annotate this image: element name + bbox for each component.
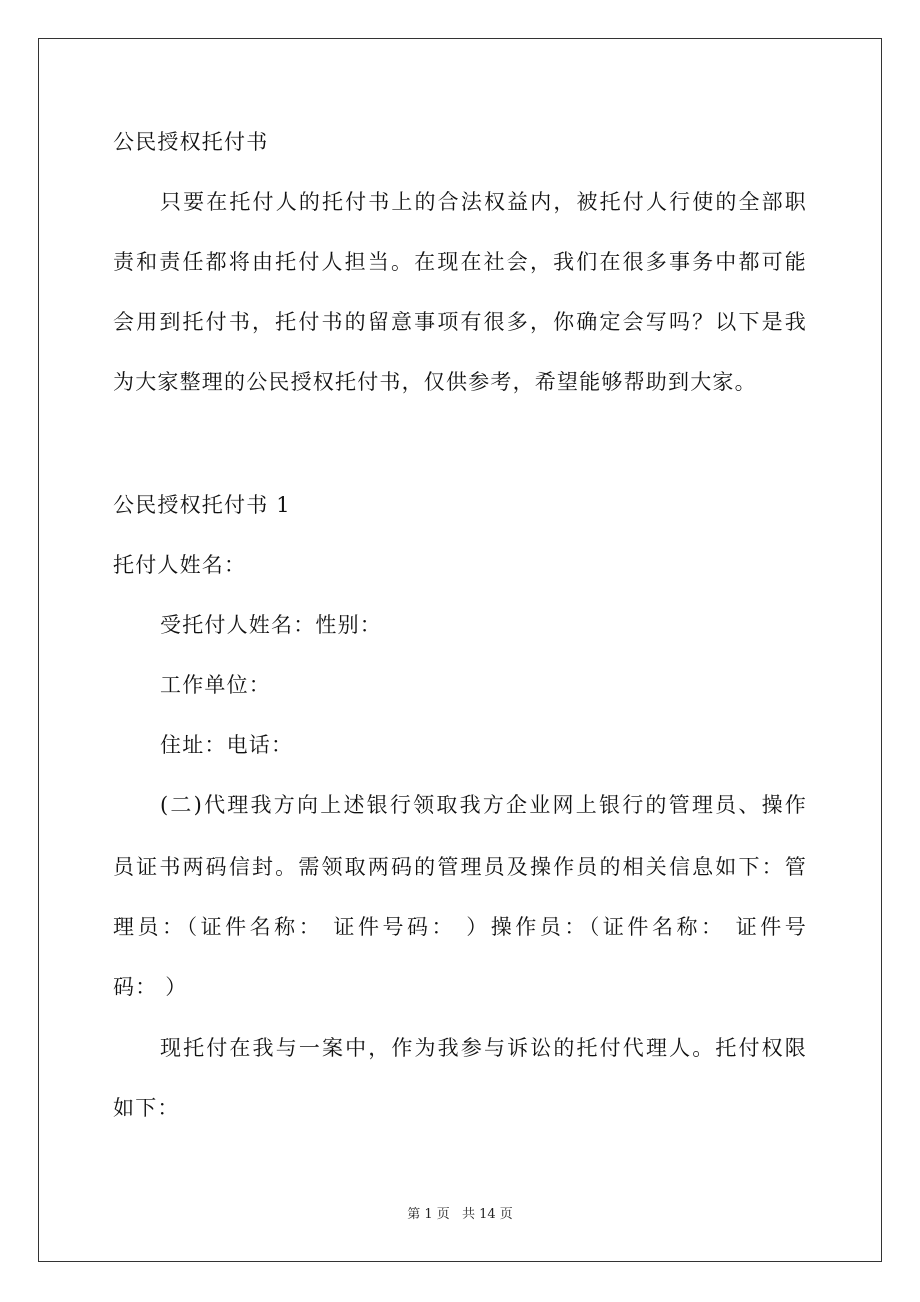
page-frame xyxy=(38,38,882,1262)
intro-line-2: 责和责任都将由托付人担当。在现在社会，我们在很多事务中都可能 xyxy=(113,250,807,274)
page-number: 第 1 页 xyxy=(407,1207,450,1222)
page-footer xyxy=(0,1206,920,1224)
intro-line-3: 会用到托付书，托付书的留意事项有很多，你确定会写吗？以下是我 xyxy=(113,310,807,334)
section-title: 公民授权托付书 1 xyxy=(113,493,291,517)
intro-line-1: 只要在托付人的托付书上的合法权益内，被托付人行使的全部职 xyxy=(160,190,807,214)
entrust-line-1: 现托付在我与一案中，作为我参与诉讼的托付代理人。托付权限 xyxy=(160,1036,807,1060)
document-title: 公民授权托付书 xyxy=(113,130,269,154)
work-unit-field: 工作单位： xyxy=(160,673,271,697)
item-two-line-2: 员证书两码信封。需领取两码的管理员及操作员的相关信息如下：管 xyxy=(113,855,807,879)
intro-line-4: 为大家整理的公民授权托付书，仅供参考，希望能够帮助到大家。 xyxy=(113,370,757,394)
address-phone-field: 住址：电话： xyxy=(160,733,294,757)
entrust-line-2: 如下： xyxy=(113,1096,180,1120)
item-two-line-3: 理员：（证件名称： 证件号码： ）操作员：（证件名称： 证件号 xyxy=(113,915,807,939)
principal-name-field: 托付人姓名： xyxy=(113,553,247,577)
item-two-line-4: 码： ） xyxy=(113,975,188,999)
total-pages: 共 14 页 xyxy=(461,1207,513,1222)
item-two-line-1: (二)代理我方向上述银行领取我方企业网上银行的管理员、操作 xyxy=(160,793,807,817)
agent-name-gender-field: 受托付人姓名：性别： xyxy=(160,613,382,637)
